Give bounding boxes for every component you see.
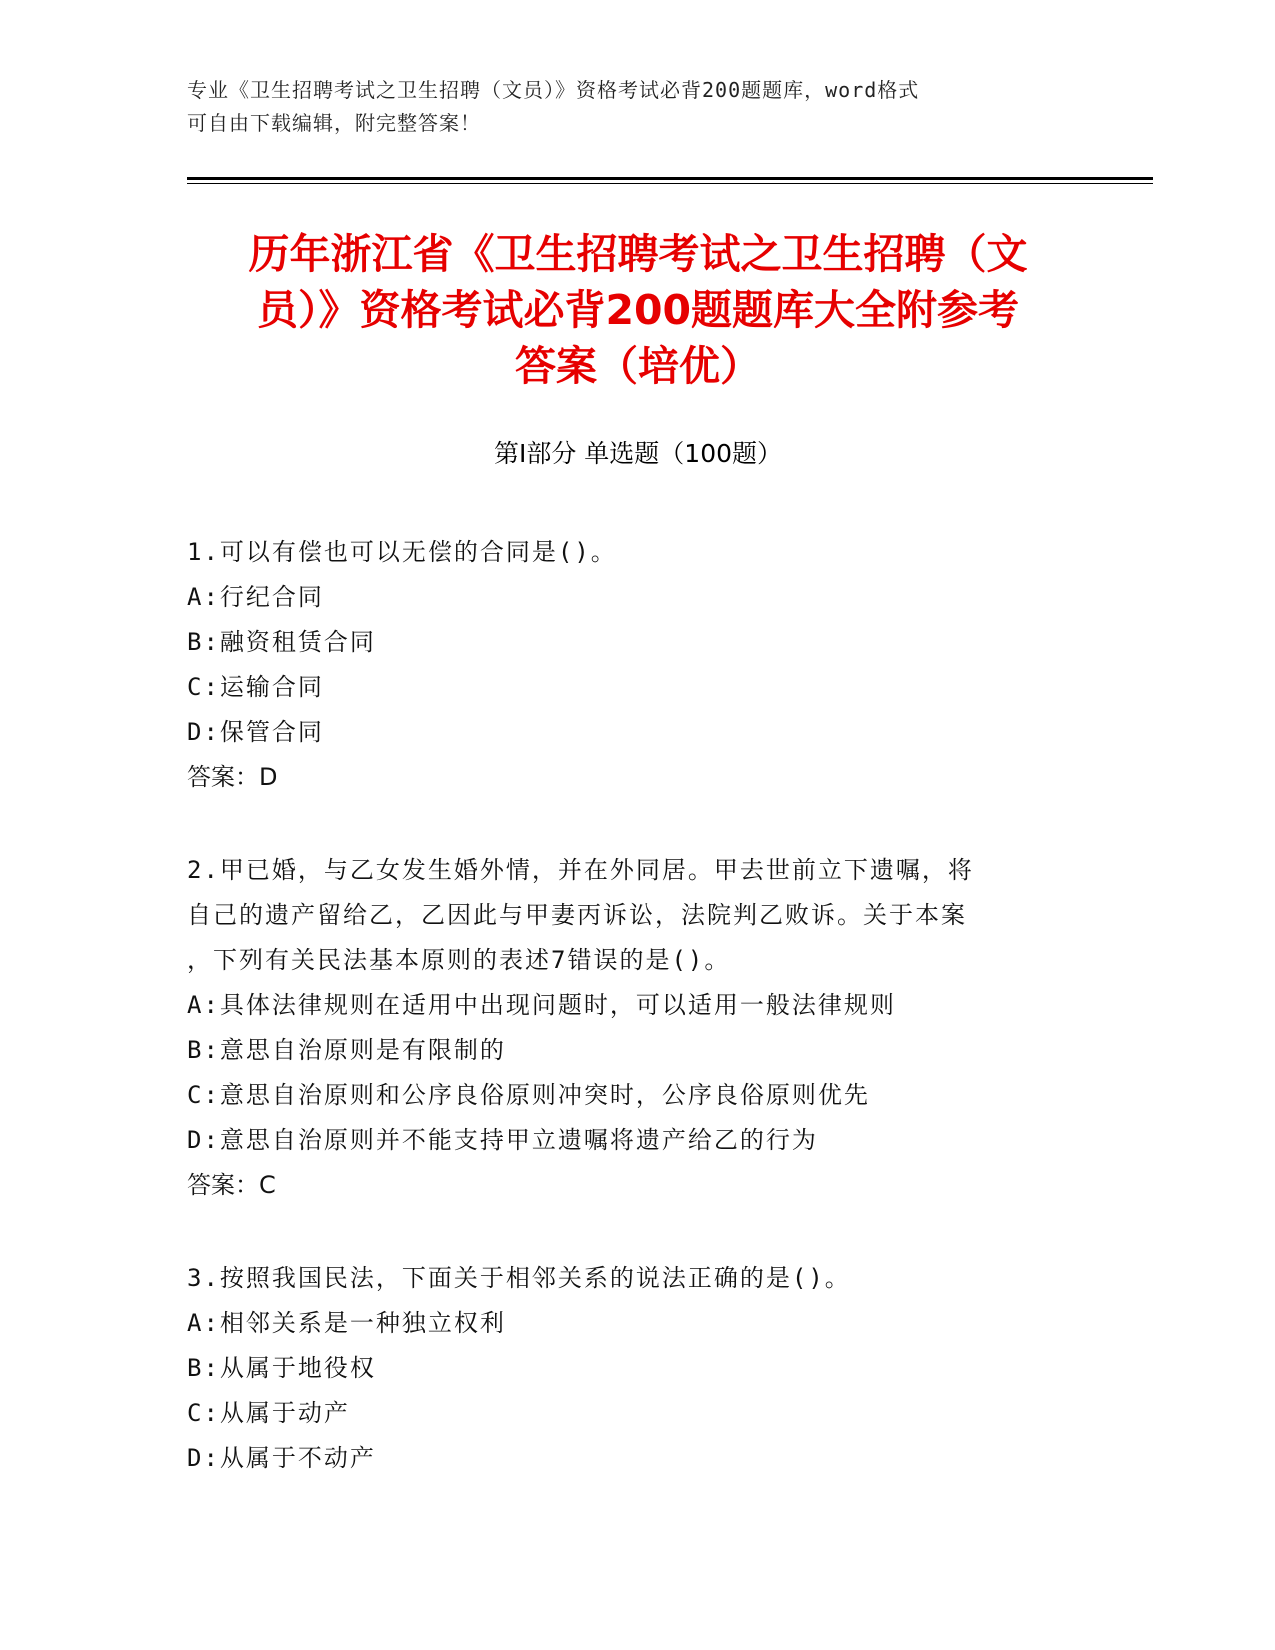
question-text: 2.甲已婚，与乙女发生婚外情，并在外同居。甲去世前立下遗嘱，将: [187, 856, 974, 884]
question-item: [187, 848, 1067, 1208]
question-text: ，下列有关民法基本原则的表述7错误的是()。: [187, 946, 731, 974]
answer: 答案：C: [187, 1171, 276, 1199]
option-d: D:从属于不动产: [187, 1444, 376, 1472]
option-c: C:从属于动产: [187, 1399, 350, 1427]
question-text: 3.按照我国民法，下面关于相邻关系的说法正确的是()。: [187, 1264, 851, 1292]
question-list: [187, 530, 1067, 1529]
option-d: D:意思自治原则并不能支持甲立遗嘱将遗产给乙的行为: [187, 1126, 818, 1154]
document-title-line: 答案（培优）: [515, 342, 761, 390]
document-title-line: 历年浙江省《卫生招聘考试之卫生招聘（文: [248, 230, 1028, 278]
question-item: [187, 530, 1067, 800]
option-a: A:具体法律规则在适用中出现问题时，可以适用一般法律规则: [187, 991, 896, 1019]
option-a: A:相邻关系是一种独立权利: [187, 1309, 506, 1337]
option-a: A:行纪合同: [187, 583, 324, 611]
question-item: [187, 1256, 1067, 1481]
question-text: 1.可以有偿也可以无偿的合同是()。: [187, 538, 617, 566]
section-title: 第Ⅰ部分 单选题（100题）: [493, 439, 783, 468]
header-note: [187, 74, 1087, 140]
option-c: C:意思自治原则和公序良俗原则冲突时，公序良俗原则优先: [187, 1081, 870, 1109]
document-title: [187, 226, 1089, 394]
option-d: D:保管合同: [187, 718, 324, 746]
header-note-line: 专业《卫生招聘考试之卫生招聘（文员）》资格考试必背200题题库，word格式: [187, 78, 920, 102]
option-c: C:运输合同: [187, 673, 324, 701]
header-divider-thin: [187, 183, 1153, 184]
option-b: B:意思自治原则是有限制的: [187, 1036, 506, 1064]
answer: 答案：D: [187, 763, 278, 791]
option-b: B:融资租赁合同: [187, 628, 376, 656]
header-note-line: 可自由下载编辑，附完整答案！: [187, 111, 481, 135]
header-divider-thick: [187, 177, 1153, 180]
document-title-line: 员）》资格考试必背200题题库大全附参考: [256, 286, 1020, 334]
option-b: B:从属于地役权: [187, 1354, 376, 1382]
question-text: 自己的遗产留给乙，乙因此与甲妻丙诉讼，法院判乙败诉。关于本案: [187, 901, 967, 929]
